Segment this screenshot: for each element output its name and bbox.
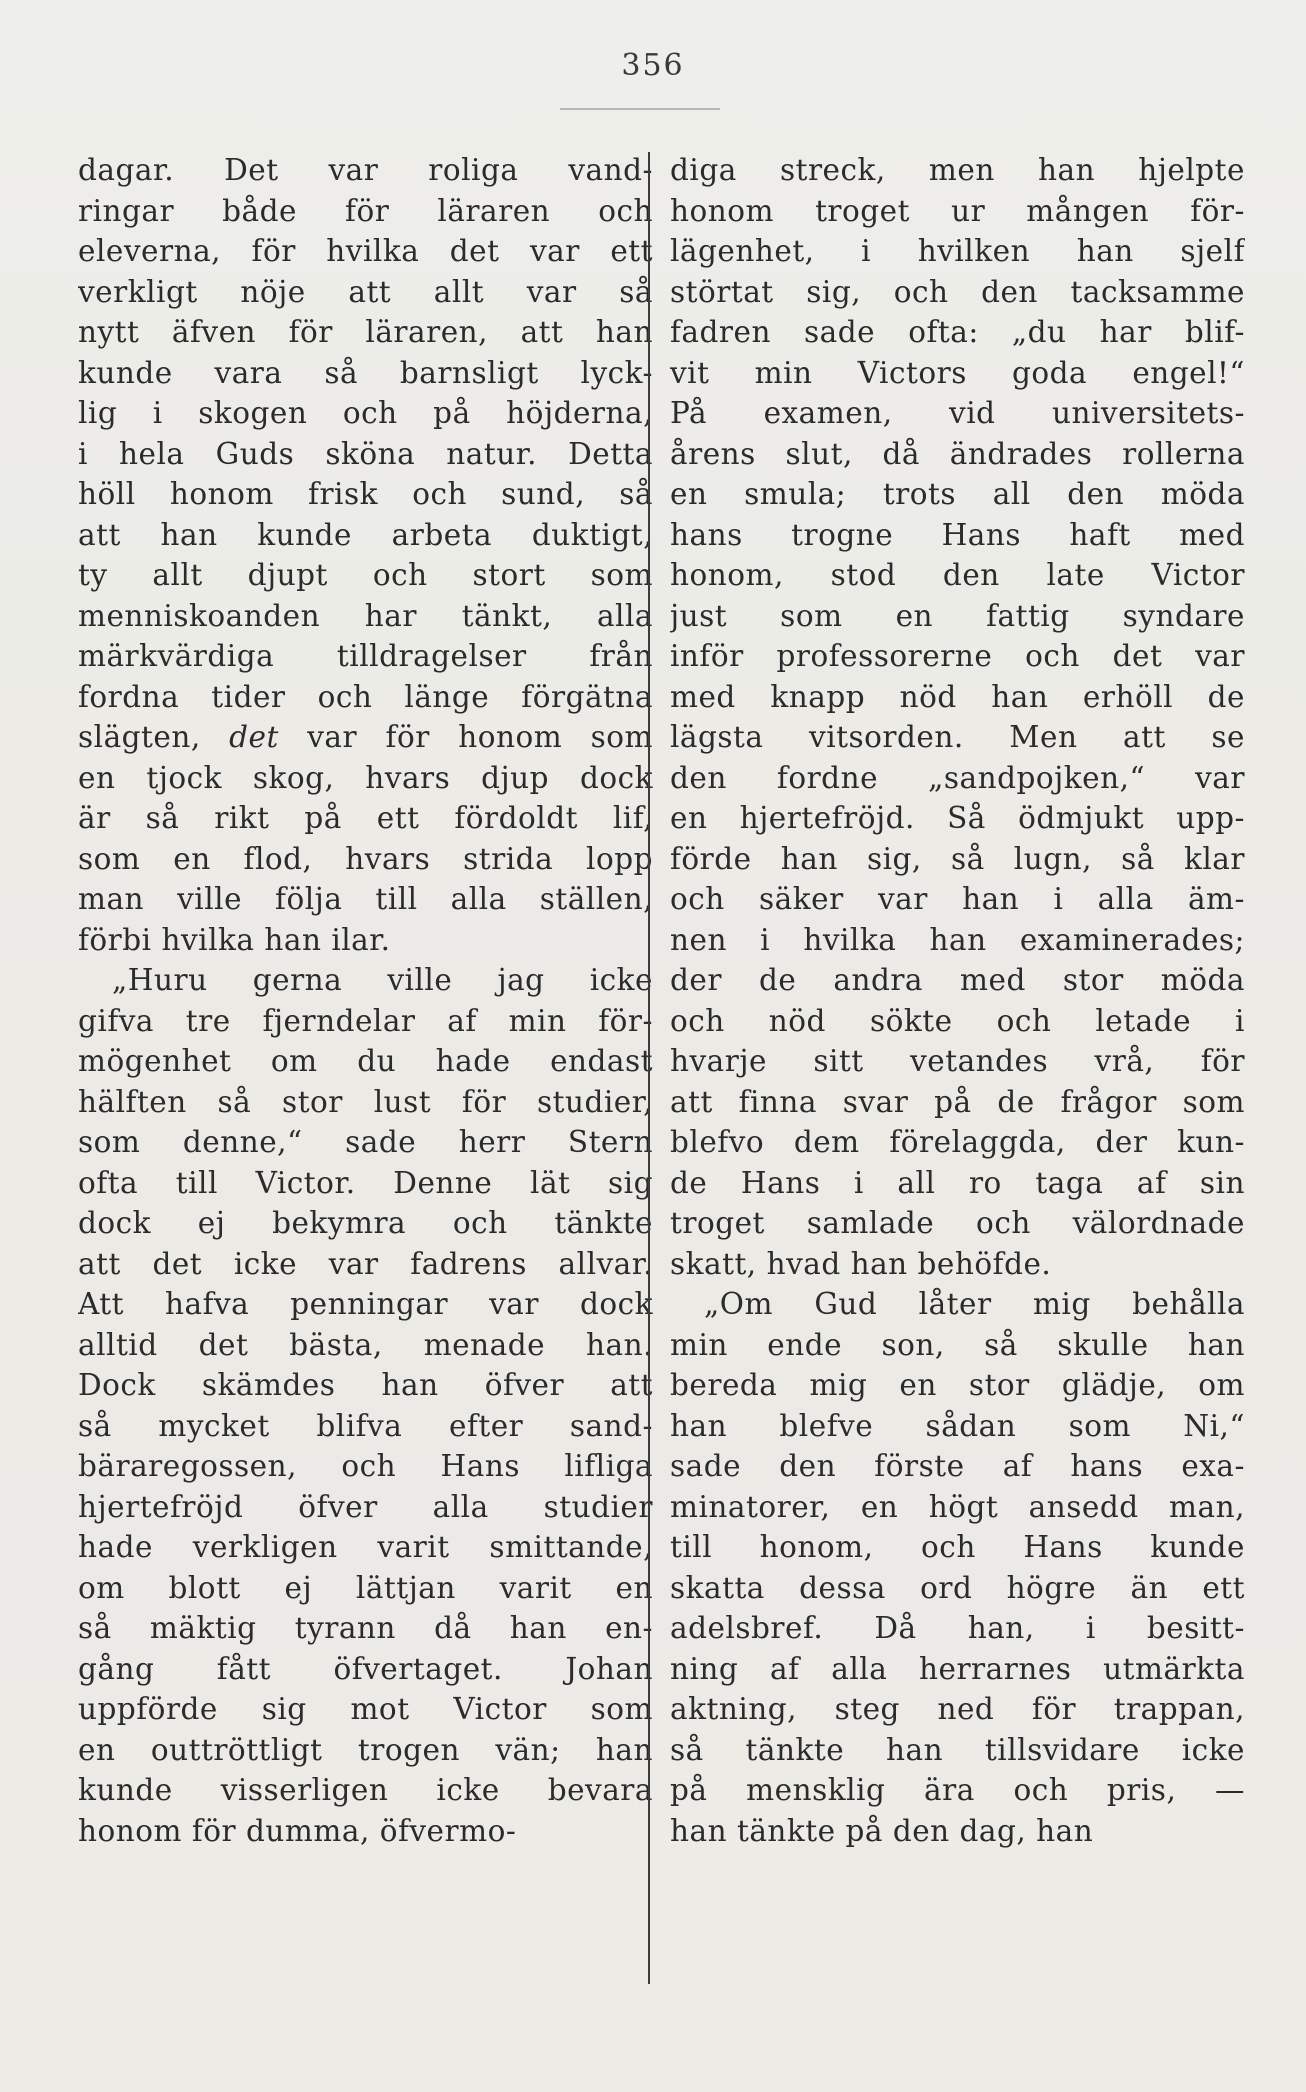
text-line: bäraregossen, och Hans lifliga (78, 1449, 653, 1483)
text-line: „Om Gud låter mig behålla (704, 1287, 1245, 1321)
text-line: störtat sig, och den tacksamme (670, 274, 1245, 309)
text-line: minatorer, en högt ansedd man, (670, 1489, 1245, 1524)
text-line: diga streck, men han hjelpte (670, 153, 1245, 187)
text-line: med knapp nöd han erhöll de (670, 679, 1245, 714)
text-line: att det icke var fadrens allvar. (78, 1246, 653, 1281)
text-line: på mensklig ära och pris, — (670, 1773, 1245, 1807)
text-line: kunde vara så barnsligt lyck- (78, 355, 653, 390)
text-line: lägsta vitsorden. Men att se (670, 720, 1245, 754)
text-line: min ende son, så skulle han (670, 1327, 1245, 1362)
text-line: ringar både för läraren och (78, 193, 653, 228)
text-line: i hela Guds sköna natur. Detta (78, 436, 653, 471)
text-line: han tänkte på den dag, han (670, 1813, 1094, 1848)
text-line: förde han sig, så lugn, så klar (670, 841, 1245, 876)
text-line: sade den förste af hans exa- (670, 1449, 1245, 1483)
page-number: 356 (621, 48, 685, 83)
text-line: Att hafva penningar var dock (78, 1287, 653, 1321)
text-line: honom troget ur mången för- (670, 193, 1245, 228)
text-line: ofta till Victor. Denne lät sig (78, 1165, 653, 1200)
text-line: som denne,“ sade herr Stern (78, 1125, 653, 1159)
text-line: dagar. Det var roliga vand- (78, 153, 653, 187)
text-line: På examen, vid universitets- (670, 396, 1245, 430)
text-line: honom för dumma, öfvermo- (78, 1813, 517, 1848)
text-line: kunde visserligen icke bevara (78, 1773, 653, 1807)
text-line: om blott ej lättjan varit en (78, 1570, 653, 1605)
text-line: så mycket blifva efter sand- (78, 1408, 653, 1443)
text-line: så tänkte han tillsvidare icke (670, 1732, 1245, 1767)
text-line: att finna svar på de frågor som (670, 1084, 1245, 1119)
text-line: der de andra med stor möda (670, 963, 1245, 997)
text-line: den fordne „sandpojken,“ var (670, 760, 1245, 795)
text-line: fordna tider och länge förgätna (78, 679, 653, 714)
text-line: en hjertefröjd. Så ödmjukt upp- (670, 801, 1245, 835)
text-line: uppförde sig mot Victor som (78, 1692, 653, 1726)
text-line: skatta dessa ord högre än ett (670, 1570, 1245, 1605)
text-line: ty allt djupt och stort som (78, 558, 653, 592)
column-divider (648, 152, 650, 1984)
text-line: menniskoanden har tänkt, alla (78, 598, 653, 633)
text-line: honom, stod den late Victor (670, 558, 1245, 592)
text-line: ning af alla herrarnes utmärkta (670, 1651, 1245, 1686)
header-rule (560, 108, 720, 110)
text-line: alltid det bästa, menade han. (78, 1327, 653, 1362)
text-line: lig i skogen och på höjderna, (78, 396, 653, 430)
left-text-column (78, 150, 653, 1851)
text-line: förbi hvilka han ilar. (78, 922, 391, 957)
text-line: hjertefröjd öfver alla studier (78, 1489, 653, 1524)
text-line: och säker var han i alla äm- (670, 882, 1245, 916)
text-line: en smula; trots all den möda (670, 477, 1245, 511)
text-line: som en flod, hvars strida lopp (78, 841, 653, 876)
text-line: höll honom frisk och sund, så (78, 477, 653, 511)
text-line: bereda mig en stor glädje, om (670, 1368, 1245, 1402)
text-line: adelsbref. Då han, i besitt- (670, 1611, 1245, 1645)
text-line: hälften så stor lust för studier, (78, 1084, 653, 1119)
text-line: är så rikt på ett fördoldt lif, (78, 801, 653, 835)
text-line: slägten, det var för honom som (78, 720, 653, 754)
text-line: mögenhet om du hade endast (78, 1044, 653, 1078)
text-line: dock ej bekymra och tänkte (78, 1206, 653, 1240)
text-line: inför professorerne och det var (670, 639, 1245, 673)
text-line: nytt äfven för läraren, att han (78, 315, 653, 349)
text-line: gång fått öfvertaget. Johan (78, 1651, 653, 1686)
text-line: de Hans i all ro taga af sin (670, 1165, 1245, 1200)
text-line: lägenhet, i hvilken han sjelf (670, 234, 1245, 268)
text-line: till honom, och Hans kunde (670, 1530, 1245, 1564)
text-line: blefvo dem förelaggda, der kun- (670, 1125, 1245, 1159)
text-line: aktning, steg ned för trappan, (670, 1692, 1245, 1726)
text-line: troget samlade och välordnade (670, 1206, 1245, 1240)
text-line: man ville följa till alla ställen, (78, 882, 653, 916)
text-line: fadren sade ofta: „du har blif- (670, 315, 1245, 349)
text-line: gifva tre fjerndelar af min för- (78, 1003, 653, 1038)
text-line: en outtröttligt trogen vän; han (78, 1732, 653, 1767)
text-line: så mäktig tyrann då han en- (78, 1611, 653, 1645)
text-line: han blefve sådan som Ni,“ (670, 1408, 1245, 1443)
text-line: märkvärdiga tilldragelser från (78, 639, 653, 673)
text-line: „Huru gerna ville jag icke (112, 963, 653, 997)
text-line: verkligt nöje att allt var så (78, 274, 653, 309)
text-line: hans trogne Hans haft med (670, 517, 1245, 552)
right-text-column (670, 150, 1245, 1851)
text-line: årens slut, då ändrades rollerna (670, 436, 1245, 471)
text-line: att han kunde arbeta duktigt, (78, 517, 653, 552)
text-line: och nöd sökte och letade i (670, 1003, 1245, 1038)
text-line: skatt, hvad han behöfde. (670, 1246, 1052, 1281)
text-line: vit min Victors goda engel!“ (670, 355, 1245, 390)
text-line: nen i hvilka han examinerades; (670, 922, 1245, 957)
text-line: en tjock skog, hvars djup dock (78, 760, 653, 795)
text-line: just som en fattig syndare (670, 598, 1245, 633)
text-line: hvarje sitt vetandes vrå, för (670, 1044, 1245, 1078)
text-line: hade verkligen varit smittande, (78, 1530, 653, 1564)
text-line: Dock skämdes han öfver att (78, 1368, 653, 1402)
text-line: eleverna, för hvilka det var ett (78, 234, 653, 268)
